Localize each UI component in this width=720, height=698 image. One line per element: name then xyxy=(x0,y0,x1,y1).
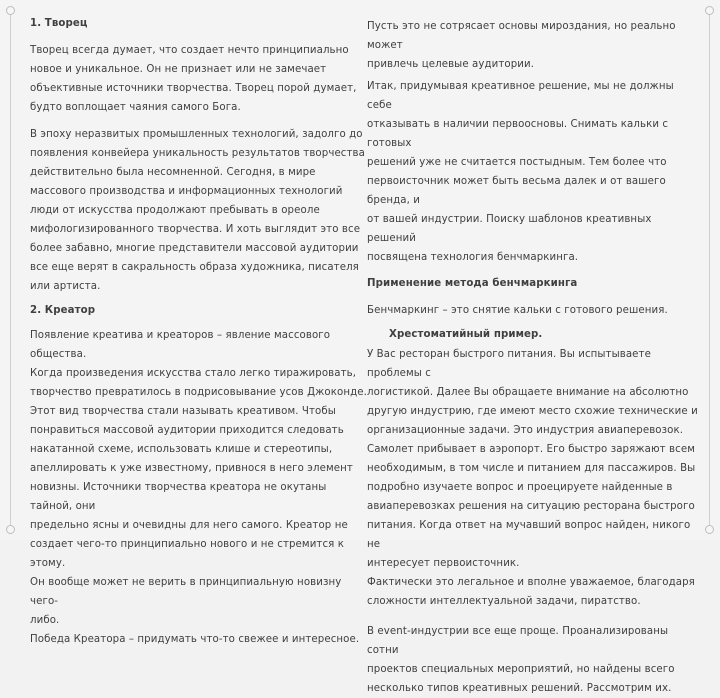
paragraph-creative-solution: Итак, придумывая креативное решение, мы не должны себе отказывать в наличии первоосновы. Снимать кальки с готовых решений уже не считается постыдным. Тем более что первоисточник может быть весьма далек и от вашего бренда, и от вашей индустрии. Поиску шаблонов креативных решений посвящена технология бенчмаркинга. xyxy=(367,81,674,263)
corner-dot-top-right xyxy=(705,6,714,15)
left-border-line xyxy=(10,10,11,530)
heading-classic-example: Хрестоматийный пример. xyxy=(389,329,543,340)
paragraph-event-industry: В event-индустрии все еще проще. Проанализированы сотни проектов специальных мероприятий, но найдены всего несколько типов креативных решений. Рассмотрим их. xyxy=(367,626,675,694)
paragraph-attract-audience: Пусть это не сотрясает основы мироздания, но реально может привлечь целевые аудитории. xyxy=(367,21,676,70)
left-column xyxy=(30,14,368,649)
paragraph-industrial-era: В эпоху неразвитых промышленных технологий, задолго до появления конвейера уникальность результатов творчества действительно была несомненной. Сегодня, в мире массового производства и информационных технологий люди от искусства продолжают пребывать в ореоле мифологизированного творчества. И хоть выглядит это все более забавно, многие представители массовой аудитории все еще верят в сакральность образа художника, писателя или артиста. xyxy=(30,129,365,292)
right-border-line xyxy=(709,10,710,530)
right-column xyxy=(367,17,700,698)
paragraph-benchmarking-definition: Бенчмаркинг – это снятие кальки с готового решения. xyxy=(367,305,668,316)
heading-creative-maker: 2. Креатор xyxy=(30,305,96,316)
corner-dot-bottom-left xyxy=(6,525,15,534)
heading-benchmarking-method: Применение метода бенчмаркинга xyxy=(367,278,578,289)
paragraph-fast-food-example: У Вас ресторан быстрого питания. Вы испытываете проблемы с логистикой. Далее Вы обращаете внимание на абсолютно другую индустрию, где имеют место схожие технические и организационные задачи. Это индустрия авиаперевозок. Самолет прибывает в аэропорт. Его быстро заряжают всем необходимым, в том числе и питанием для пассажиров. Вы подробно изучаете вопрос и проецируете найденные в авиаперевозках решения на ситуацию ресторана быстрого питания. Когда ответ на мучавший вопрос найден, никого не интересует первоисточник. Фактически это легальное и вполне уважаемое, благодаря сложности интеллектуальной задачи, пиратство. xyxy=(367,349,698,607)
corner-dot-top-left xyxy=(6,6,15,15)
paragraph-creative-mass-society: Появление креатива и креаторов – явление массового общества. Когда произведения искусства стало легко тиражировать, творчество превратилось в подрисовывание усов Джоконде. Этот вид творчества стали называть креативом. Чтобы понравиться массовой аудитории приходится следовать накатанной схеме, использовать клише и стереотипы, апеллировать к уже известному, привнося в него элемент новизны. Источники творчества креатора не окутаны тайной, они предельно ясны и очевидны для него самого. Креатор не создает чего-то принципиально нового и не стремится к этому. Он вообще может не верить в принципиальную новизну чего- либо. Победа Креатора – придумать что-то свежее и интересное. xyxy=(30,330,367,645)
heading-creator: 1. Творец xyxy=(30,18,88,29)
paragraph-creator-thinks: Творец всегда думает, что создает нечто принципиально новое и уникальное. Он не признает или не замечает объективные источники творчества. Творец порой думает, будто воплощает чаяния самого Бога. xyxy=(30,45,357,113)
corner-dot-bottom-right xyxy=(705,525,714,534)
